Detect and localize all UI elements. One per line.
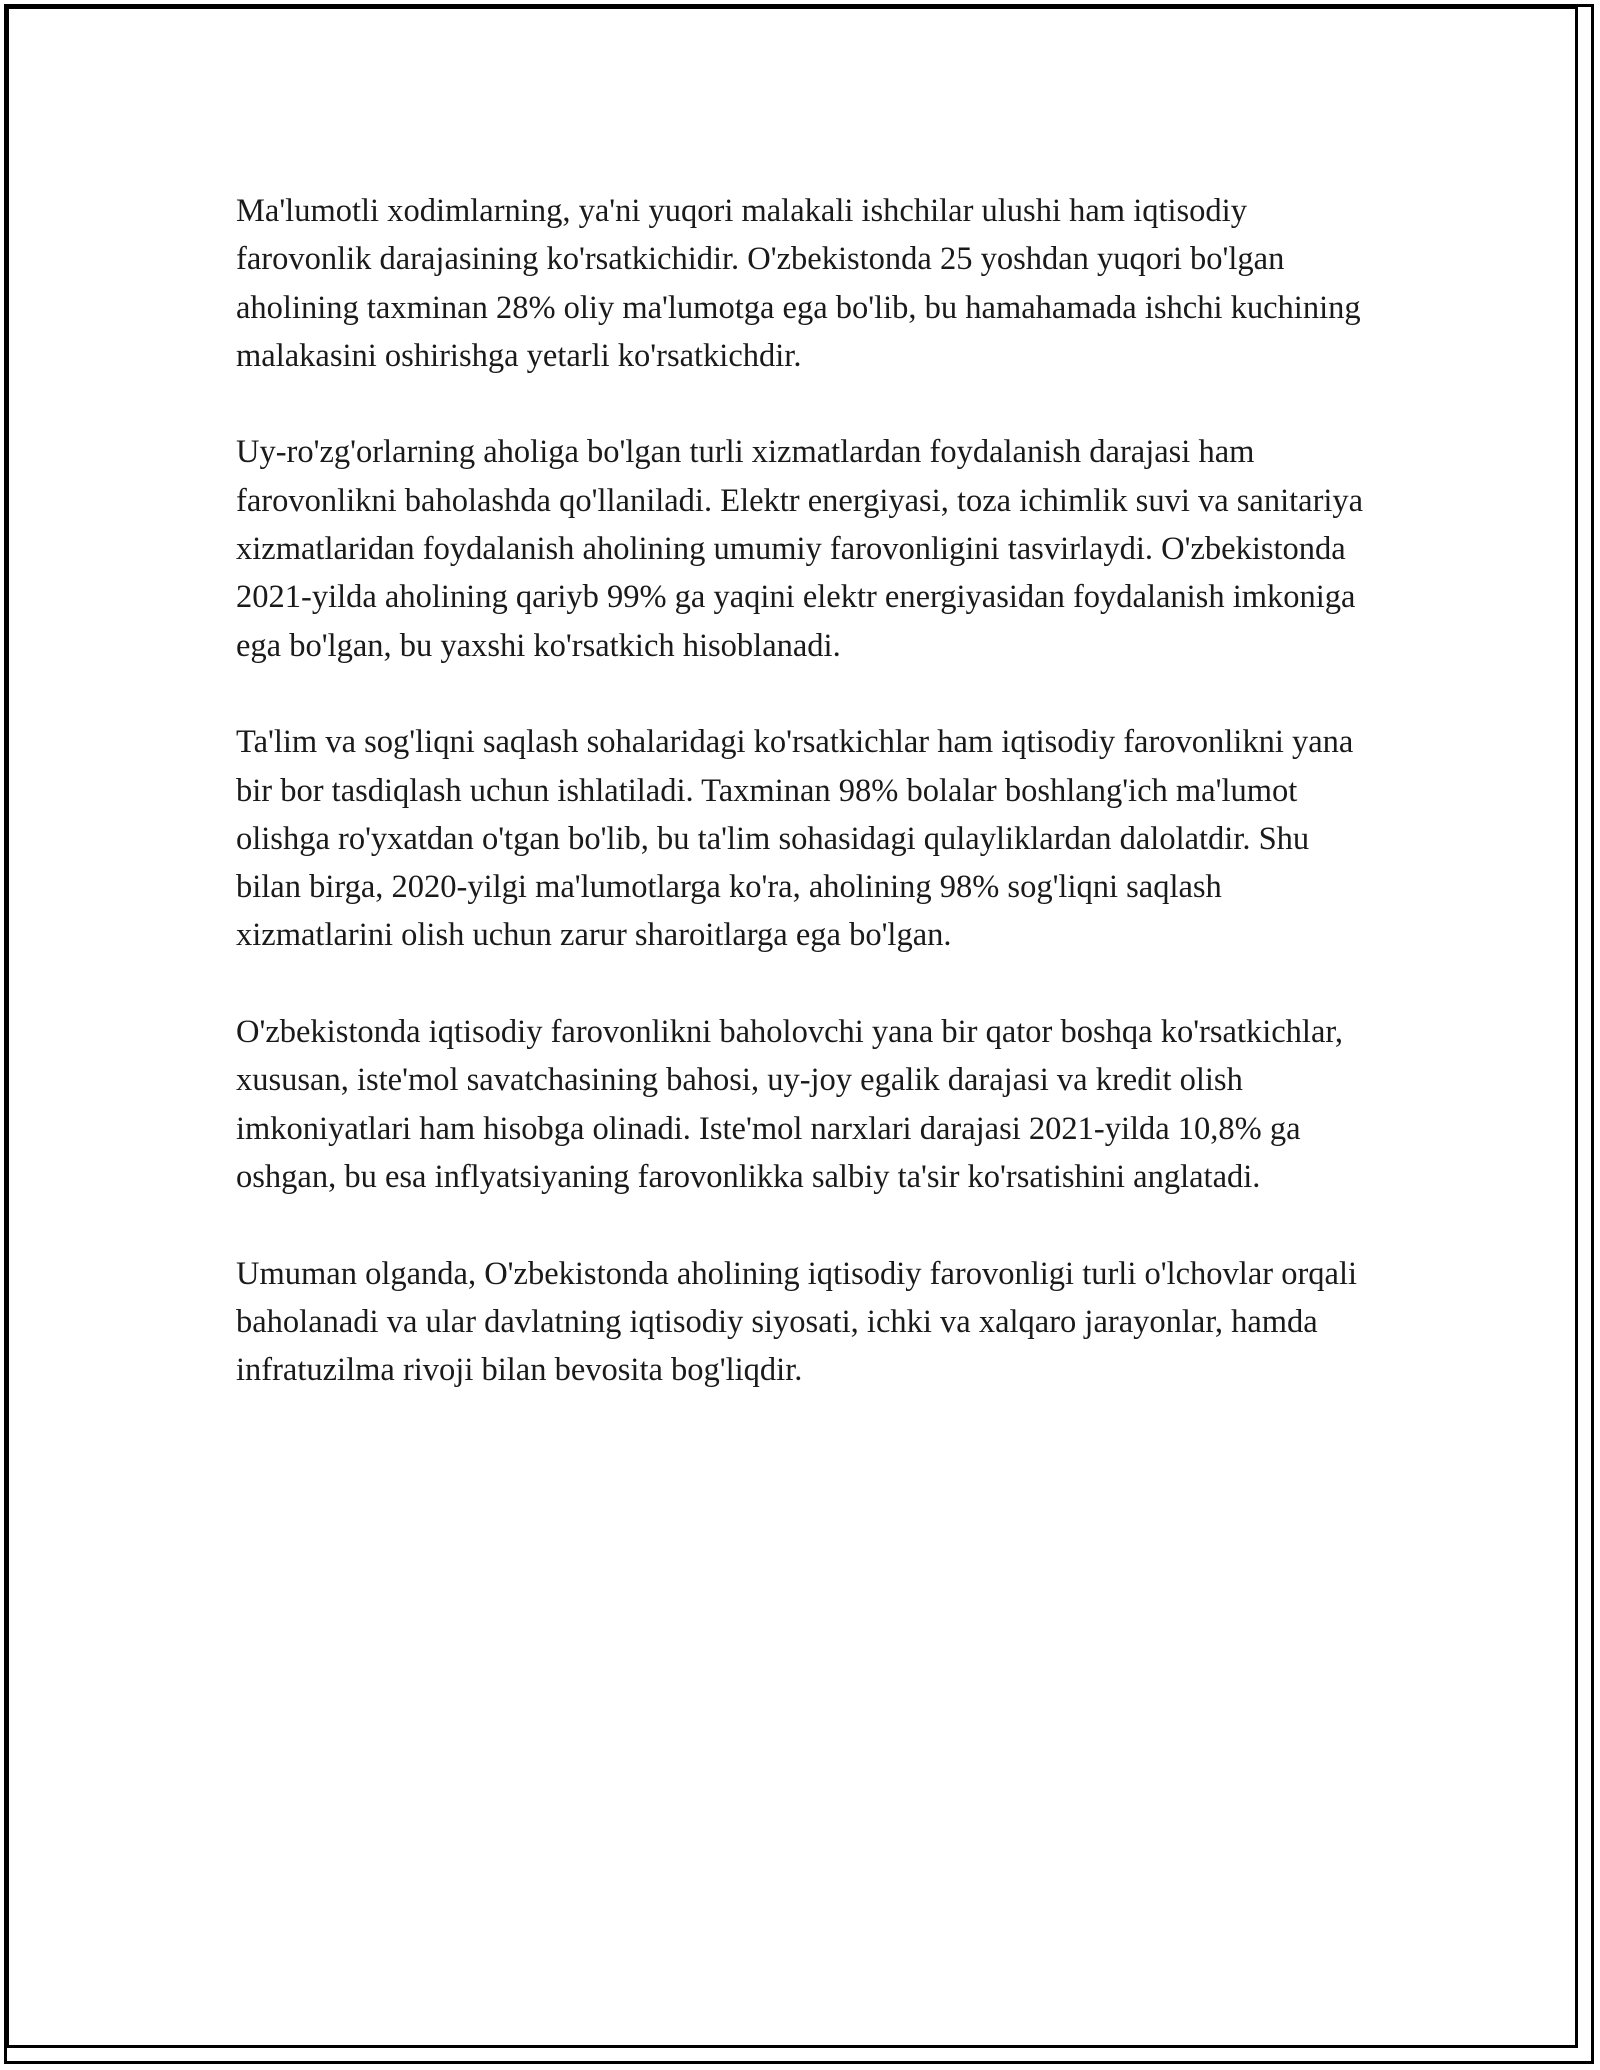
paragraph-services: Uy-ro'zg'orlarning aholiga bo'lgan turli xizmatlardan foydalanish darajasi ham farovonlikni baholashda qo'llaniladi. Elektr energiyasi, toza ichimlik suvi va sanitariya xizmatlaridan foydalanish aholining umumiy farovonligini tasvirlaydi. O'zbekistonda 2021-yilda aholining qariyb 99% ga yaqini elektr energiyasidan foydalanish imkoniga ega bo'lgan, bu yaxshi ko'rsatkich hisoblanadi. <box>236 434 1364 664</box>
paragraph-conclusion: Umuman olganda, O'zbekistonda aholining iqtisodiy farovonligi turli o'lchovlar orqali baholanadi va ular davlatning iqtisodiy siyosati, ichki va xalqaro jarayonlar, hamda infratuzilma rivoji bilan bevosita bog'liqdir. <box>236 1255 1358 1389</box>
paragraph-education-health: Ta'lim va sog'liqni saqlash sohalaridagi ko'rsatkichlar ham iqtisodiy farovonlikni yana bir bor tasdiqlash uchun ishlatiladi. Taxminan 98% bolalar boshlang'ich ma'lumot olishga ro'yxatdan o'tgan bo'lib, bu ta'lim sohasidagi qulayliklardan dalolatdir. Shu bilan birga, 2020-yilgi ma'lumotlarga ko'ra, aholining 98% sog'liqni saqlash xizmatlarini olish uchun zarur sharoitlarga ega bo'lgan. <box>236 724 1354 954</box>
document-body <box>236 187 1376 1443</box>
paragraph-graduates: Ma'lumotli xodimlarning, ya'ni yuqori malakali ishchilar ulushi ham iqtisodiy farovonlik darajasining ko'rsatkichidir. O'zbekistonda 25 yoshdan yuqori bo'lgan aholining taxminan 28% oliy ma'lumotga ega bo'lib, bu hamahamada ishchi kuchining malakasini oshirishga yetarli ko'rsatkichdir. <box>236 193 1361 374</box>
paragraph-other-indicators: O'zbekistonda iqtisodiy farovonlikni baholovchi yana bir qator boshqa ko'rsatkichlar, xususan, iste'mol savatchasining bahosi, uy-joy egalik darajasi va kredit olish imkoniyatlari ham hisobga olinadi. Iste'mol narxlari darajasi 2021-yilda 10,8% ga oshgan, bu esa inflyatsiyaning farovonlikka salbiy ta'sir ko'rsatishini anglatadi. <box>236 1014 1344 1195</box>
